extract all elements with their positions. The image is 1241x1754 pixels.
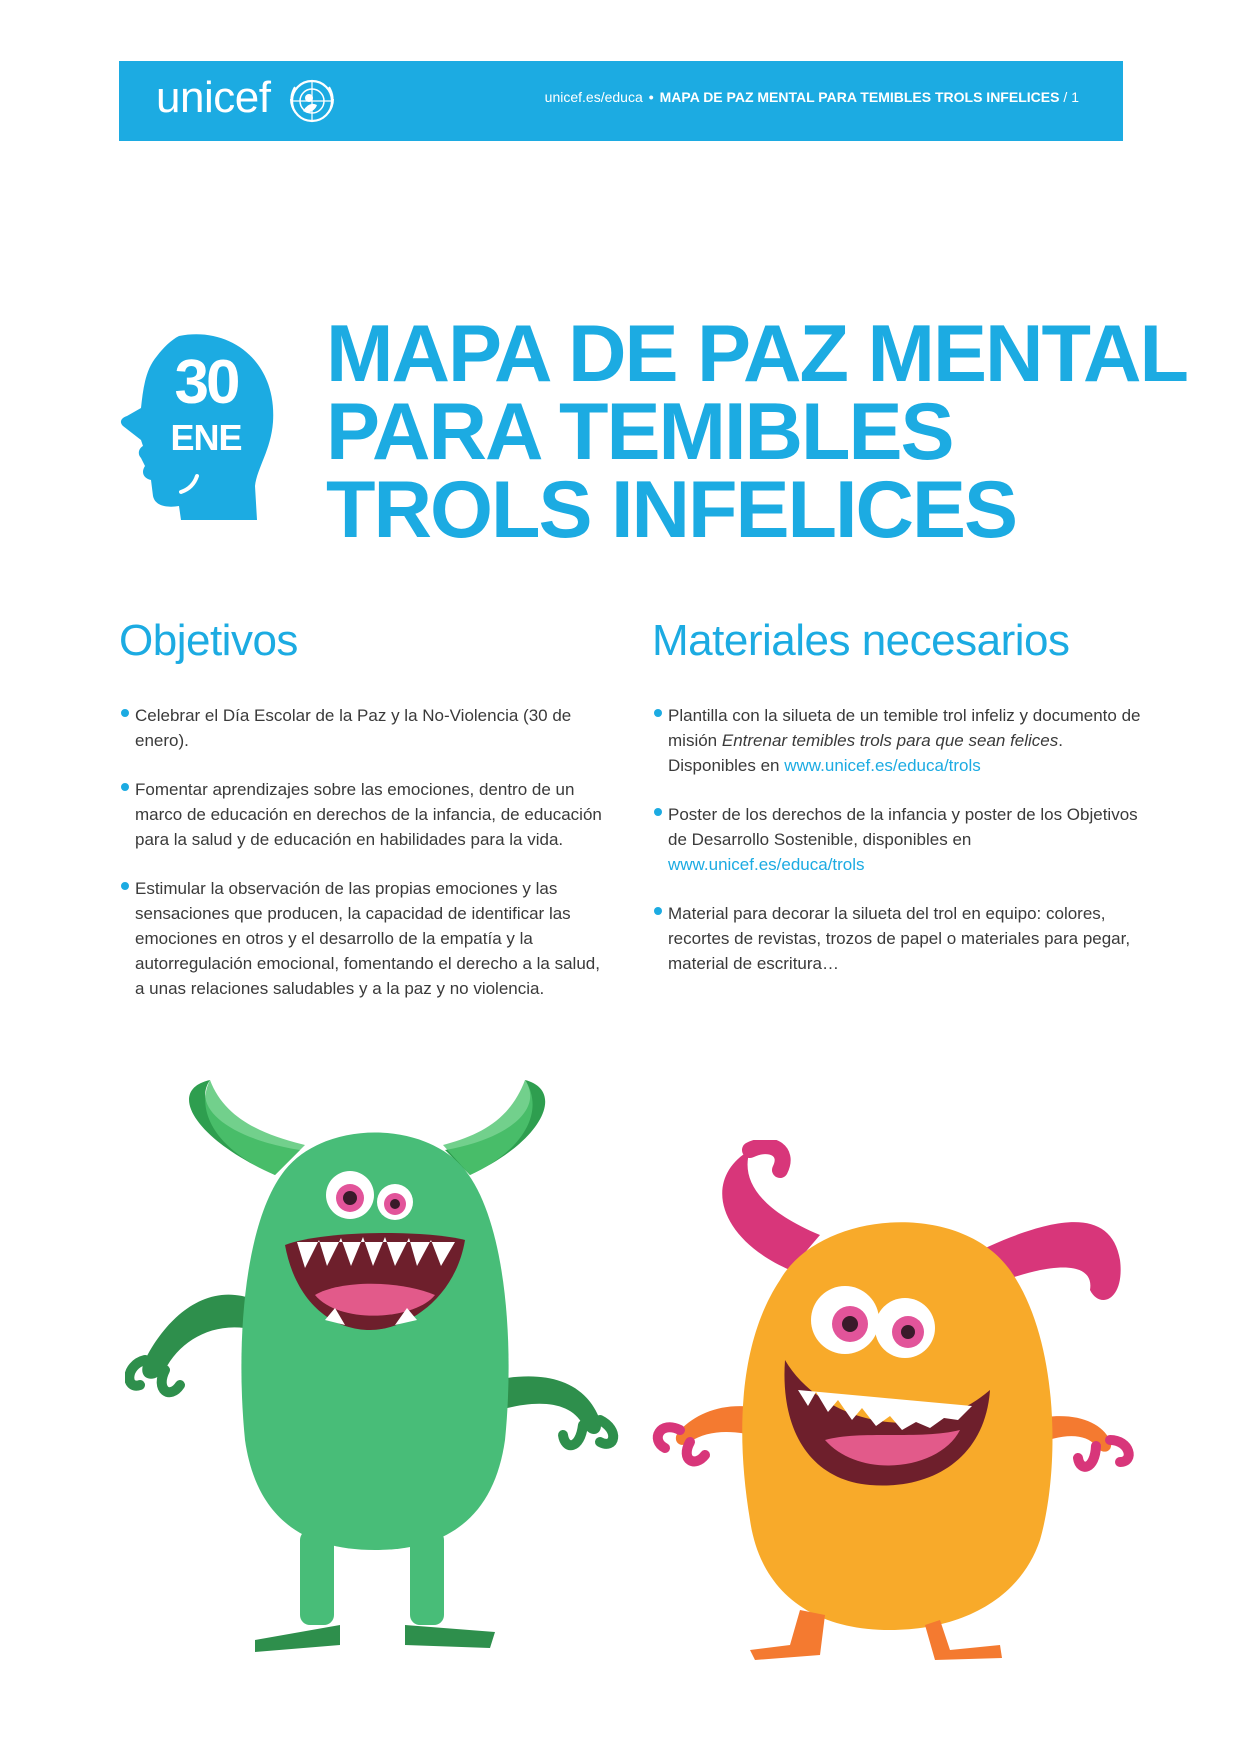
trols-link[interactable]: www.unicef.es/educa/trols [784, 756, 981, 775]
list-item [119, 703, 609, 753]
objetivos-list [119, 703, 609, 1001]
list-item [652, 901, 1142, 976]
list-item [119, 777, 609, 852]
bullet-icon [121, 709, 129, 717]
materiales-list [652, 703, 1142, 976]
objetivo-text: Celebrar el Día Escolar de la Paz y la No-Violencia (30 de enero). [135, 706, 572, 750]
header-page-number: / 1 [1063, 89, 1079, 105]
header-doc-info [545, 89, 1079, 105]
header-doc-title: MAPA DE PAZ MENTAL PARA TEMIBLES TROLS INFELICES [659, 89, 1060, 105]
badge-month: ENE [170, 417, 242, 458]
objetivo-text: Fomentar aprendizajes sobre las emociones, dentro de un marco de educación en derechos de la infancia, de educación para la salud y de educación en habilidades para la vida. [135, 780, 602, 849]
bullet-icon [121, 783, 129, 791]
trols-link[interactable]: www.unicef.es/educa/trols [668, 855, 865, 874]
bullet-icon [654, 709, 662, 717]
material-text: . Disponibles en [668, 731, 1063, 775]
header-separator: • [648, 89, 654, 105]
materiales-heading: Materiales necesarios [652, 616, 1070, 665]
header-bar [119, 61, 1123, 141]
unicef-logo-text: unicef [156, 73, 271, 122]
green-troll-illustration [125, 1080, 625, 1660]
material-text: Plantilla con la silueta de un temible trol infeliz y documento de misión [668, 706, 1141, 750]
objetivos-section [119, 615, 609, 1025]
material-text: Poster de los derechos de la infancia y poster de los Objetivos de Desarrollo Sostenible, disponibles en [668, 805, 1138, 849]
bullet-icon [654, 808, 662, 816]
bullet-icon [121, 882, 129, 890]
list-item [652, 703, 1142, 778]
unicef-emblem-icon [287, 77, 337, 125]
title-line-1: MAPA DE PAZ MENTAL [326, 309, 1187, 399]
objetivo-text: Estimular la observación de las propias emociones y las sensaciones que producen, la capacidad de identificar las emociones en otros y el desarrollo de la empatía y la autorregulación emocional, fomentando el derecho a la salud, a unas relaciones saludables y a la paz y no violencia. [135, 879, 600, 998]
bullet-icon [654, 907, 662, 915]
page-title [326, 309, 1187, 555]
header-site-link[interactable]: unicef.es/educa [544, 89, 643, 105]
material-italic-text: Entrenar temibles trols para que sean felices [721, 731, 1059, 750]
list-item [652, 802, 1142, 877]
orange-troll-illustration [640, 1140, 1150, 1660]
title-line-3: TROLS INFELICES [326, 465, 1017, 555]
material-text: Material para decorar la silueta del trol en equipo: colores, recortes de revistas, trozos de papel o materiales para pegar, material de escritura… [668, 904, 1131, 973]
title-line-2: PARA TEMIBLES [326, 387, 953, 477]
list-item [119, 876, 609, 1001]
badge-day: 30 [174, 348, 238, 417]
objetivos-heading: Objetivos [119, 616, 298, 665]
materiales-section [652, 615, 1142, 1000]
